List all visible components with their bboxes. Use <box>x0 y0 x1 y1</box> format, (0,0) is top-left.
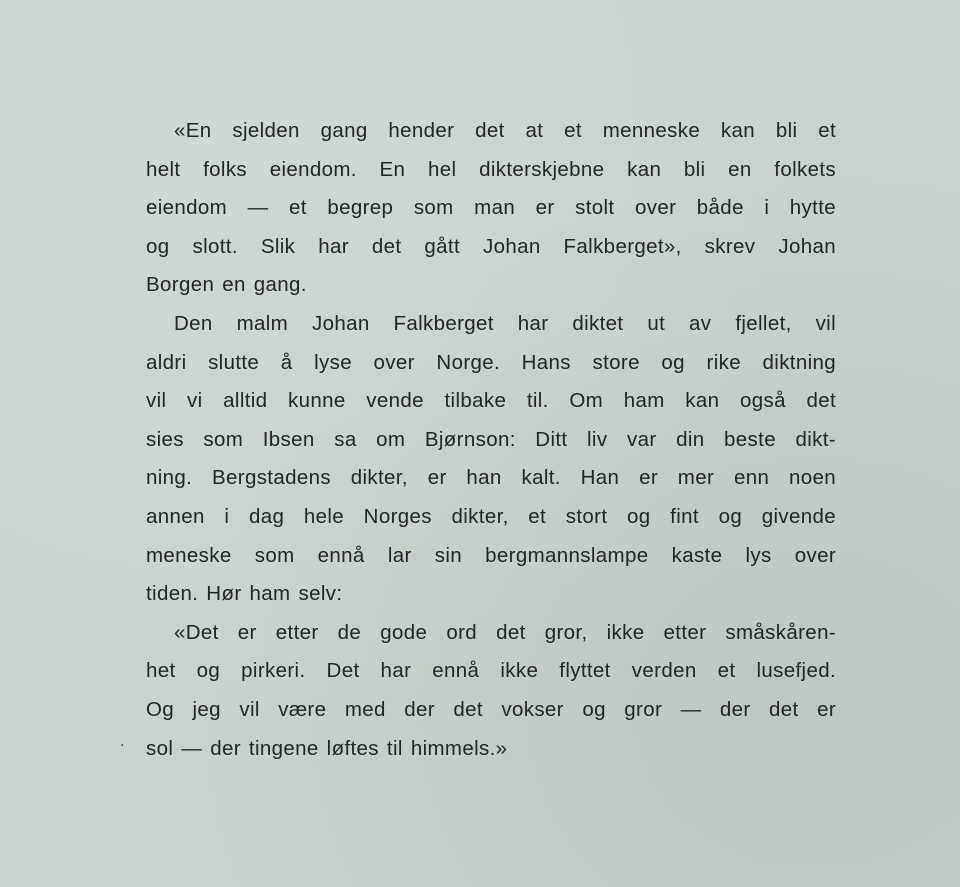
paragraph-line: sol — der tingene løftes til himmels.» <box>146 736 508 760</box>
paragraph-line: eiendom — et begrep som man er stolt over både i hytte <box>146 196 836 220</box>
paragraph-3 <box>146 614 836 768</box>
paragraph-line: helt folks eiendom. En hel dikterskjebne kan bli en folkets <box>146 157 836 181</box>
paragraph-line: «Det er etter de gode ord det gror, ikke etter småskåren- <box>174 620 836 644</box>
paragraph-line: het og pirkeri. Det har ennå ikke flyttet verden et lusefjed. <box>146 659 836 683</box>
paragraph-line: Den malm Johan Falkberget har diktet ut av fjellet, vil <box>174 311 836 335</box>
paragraph-line: Borgen en gang. <box>146 273 307 297</box>
paragraph-1 <box>146 112 836 305</box>
paragraph-line: meneske som ennå lar sin bergmannslampe kaste lys over <box>146 543 836 567</box>
text-body <box>146 112 836 768</box>
paragraph-line: tiden. Hør ham selv: <box>146 582 343 606</box>
paragraph-line: sies som Ibsen sa om Bjørnson: Ditt liv var din beste dikt- <box>146 427 836 451</box>
paragraph-line: aldri slutte å lyse over Norge. Hans store og rike diktning <box>146 350 836 374</box>
paragraph-line: Og jeg vil være med der det vokser og gror — der det er <box>146 697 836 721</box>
paragraph-2 <box>146 305 836 614</box>
paragraph-line: ning. Bergstadens dikter, er han kalt. Han er mer enn noen <box>146 466 836 490</box>
paragraph-line: vil vi alltid kunne vende tilbake til. Om ham kan også det <box>146 389 836 413</box>
paragraph-line: annen i dag hele Norges dikter, et stort og fint og givende <box>146 504 836 528</box>
margin-mark: · <box>120 738 125 754</box>
paragraph-line: og slott. Slik har det gått Johan Falkberget», skrev Johan <box>146 234 836 258</box>
paragraph-line: «En sjelden gang hender det at et menneske kan bli et <box>174 119 836 142</box>
